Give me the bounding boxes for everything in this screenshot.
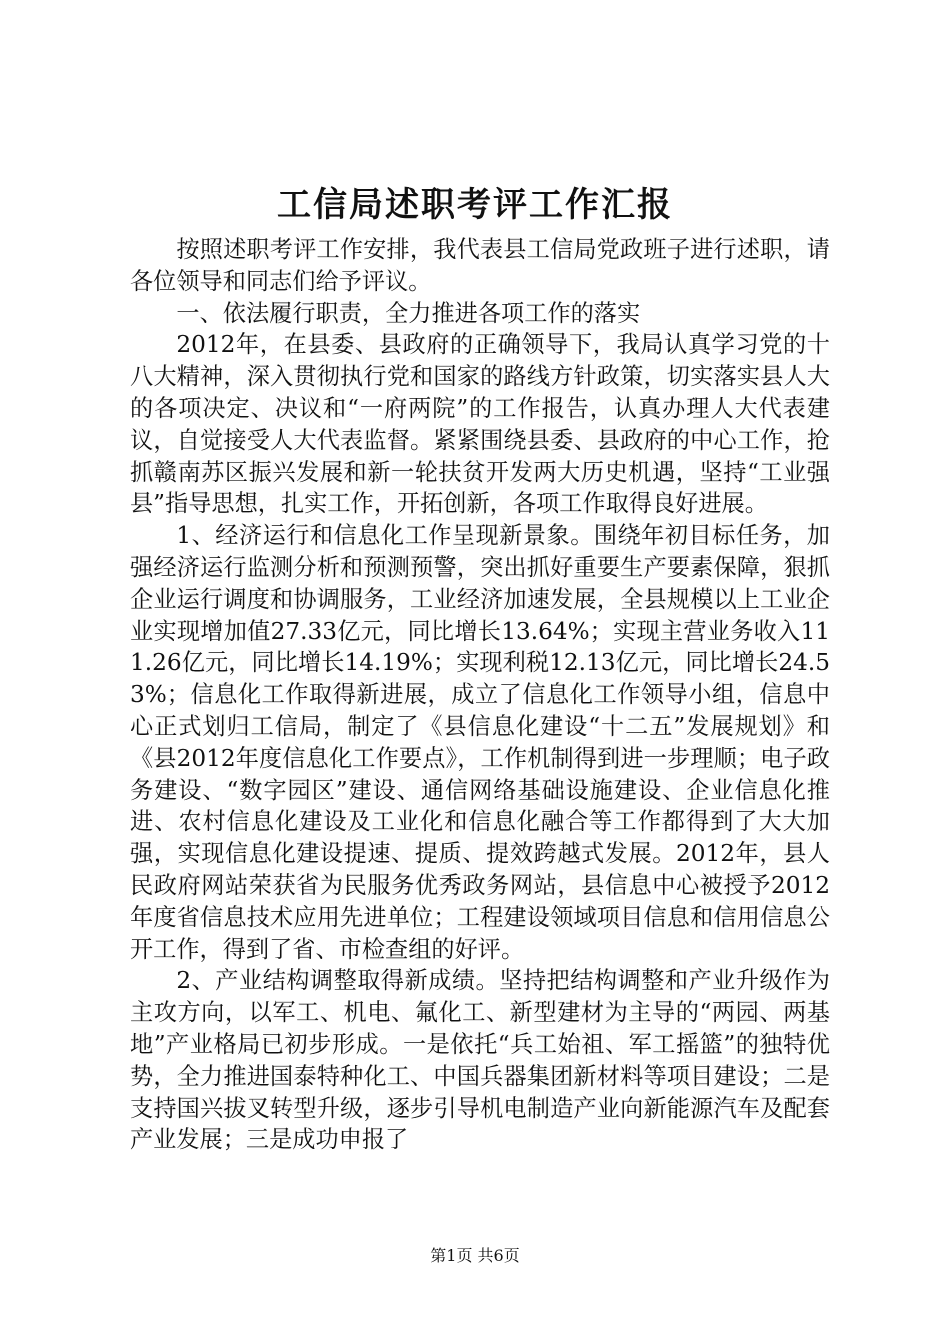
- paragraph-item-1: 1、经济运行和信息化工作呈现新景象。围绕年初目标任务，加强经济运行监测分析和预测预警，突出抓好重要生产要素保障，狠抓企业运行调度和协调服务，工业经济加速发展，全县规模以上工业企业实现增加值27.33亿元，同比增长13.64%；实现主营业务收入111.26亿元，同比增长14.19%；实现利税12.13亿元，同比增长24.53%；信息化工作取得新进展，成立了信息化工作领导小组，信息中心正式划归工信局，制定了《县信息化建设“十二五”发展规划》和《县2012年度信息化工作要点》，工作机制得到进一步理顺；电子政务建设、“数字园区”建设、通信网络基础设施建设、企业信息化推进、农村信息化建设及工业化和信息化融合等工作都得到了大大加强，实现信息化建设提速、提质、提效跨越式发展。2012年，县人民政府网站荣获省为民服务优秀政务网站，县信息中心被授予2012年度省信息技术应用先进单位；工程建设领域项目信息和信用信息公开工作，得到了省、市检查组的好评。: [130, 522, 830, 963]
- paragraph-overview: 2012年，在县委、县政府的正确领导下，我局认真学习党的十八大精神，深入贯彻执行党和国家的路线方针政策，切实落实县人大的各项决定、决议和“一府两院”的工作报告，认真办理人大代表建议，自觉接受人大代表监督。紧紧围绕县委、县政府的中心工作，抢抓赣南苏区振兴发展和新一轮扶贫开发两大历史机遇，坚持“工业强县”指导思想，扎实工作，开拓创新，各项工作取得良好进展。: [130, 331, 830, 518]
- section-heading-1: 一、依法履行职责，全力推进各项工作的落实: [176, 299, 641, 327]
- document-title: 工信局述职考评工作汇报: [277, 185, 673, 225]
- paragraph-item-2: 2、产业结构调整取得新成绩。坚持把结构调整和产业升级作为主攻方向，以军工、机电、氟化工、新型建材为主导的“两园、两基地”产业格局已初步形成。一是依托“兵工始祖、军工摇篮”的独特优势，全力推进国泰特种化工、中国兵器集团新材料等项目建设；二是支持国兴拔叉转型升级，逐步引导机电制造产业向新能源汽车及配套产业发展；三是成功申报了: [130, 967, 830, 1154]
- document-body: [130, 234, 830, 1156]
- page-footer: 第1页 共6页: [430, 1246, 520, 1265]
- paragraph-intro: 按照述职考评工作安排，我代表县工信局党政班子进行述职，请各位领导和同志们给予评议。: [130, 236, 830, 295]
